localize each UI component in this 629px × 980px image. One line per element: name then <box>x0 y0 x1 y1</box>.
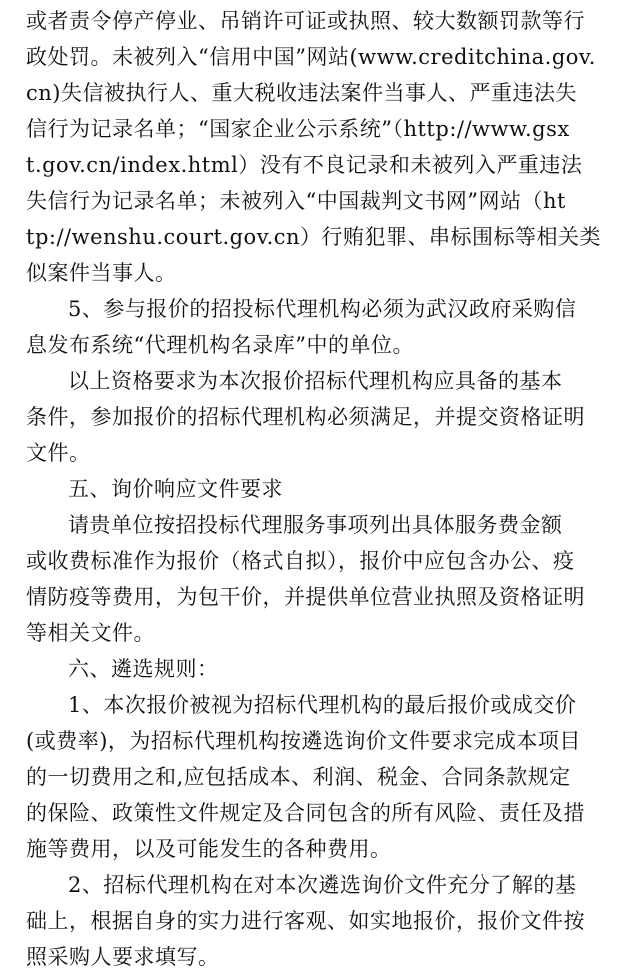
document-body <box>26 3 605 975</box>
section-heading-6: 六、遴选规则： <box>68 657 219 681</box>
text-line-24: 施等费用，以及可能发生的各种费用。 <box>26 837 392 861</box>
text-line-12: 条件，参加报价的招标代理机构必须满足，并提交资格证明 <box>26 405 585 429</box>
text-line-27: 照采购人要求填写。 <box>26 945 220 969</box>
text-line-5: t.gov.cn/index.html）没有不良记录和未被列入严重违法 <box>26 153 583 177</box>
text-line-16: 或收费标准作为报价（格式自拟），报价中应包含办公、疫 <box>26 549 575 573</box>
text-line-4: 信行为记录名单；“国家企业公示系统”（http://www.gsx <box>26 117 570 141</box>
text-line-17: 情防疫等费用，为包干价，并提供单位营业执照及资格证明 <box>26 585 585 609</box>
text-line-1: 或者责令停产停业、吊销许可证或执照、较大数额罚款等行 <box>26 9 585 33</box>
text-line-11: 以上资格要求为本次报价招标代理机构应具备的基本 <box>68 369 563 393</box>
text-line-9: 5、参与报价的招投标代理机构必须为武汉政府采购信 <box>68 297 577 321</box>
text-line-18: 等相关文件。 <box>26 621 155 645</box>
text-line-6: 失信行为记录名单；未被列入“中国裁判文书网”网站（ht <box>26 189 566 213</box>
section-heading-5: 五、询价响应文件要求 <box>68 477 283 501</box>
text-line-26: 础上，根据自身的实力进行客观、如实地报价，报价文件按 <box>26 909 585 933</box>
text-line-2: 政处罚。未被列入“信用中国”网站(www.creditchina.gov. <box>26 45 596 69</box>
text-line-15: 请贵单位按招投标代理服务事项列出具体服务费金额 <box>68 513 563 537</box>
text-line-10: 息发布系统“代理机构名录库”中的单位。 <box>26 333 414 357</box>
text-line-25: 2、招标代理机构在对本次遴选询价文件充分了解的基 <box>68 873 577 897</box>
text-line-3: cn)失信被执行人、重大税收违法案件当事人、严重违法失 <box>26 81 577 105</box>
text-line-22: 的一切费用之和,应包括成本、利润、税金、合同条款规定 <box>26 765 571 789</box>
text-line-8: 似案件当事人。 <box>26 261 177 285</box>
text-line-20: 1、本次报价被视为招标代理机构的最后报价或成交价 <box>68 693 577 717</box>
text-line-7: tp://wenshu.court.gov.cn）行贿犯罪、串标围标等相关类 <box>26 225 602 249</box>
text-line-23: 的保险、政策性文件规定及合同包含的所有风险、责任及措 <box>26 801 585 825</box>
text-line-13: 文件。 <box>26 441 91 465</box>
text-line-21: (或费率)，为招标代理机构按遴选询价文件要求完成本项目 <box>26 729 581 753</box>
